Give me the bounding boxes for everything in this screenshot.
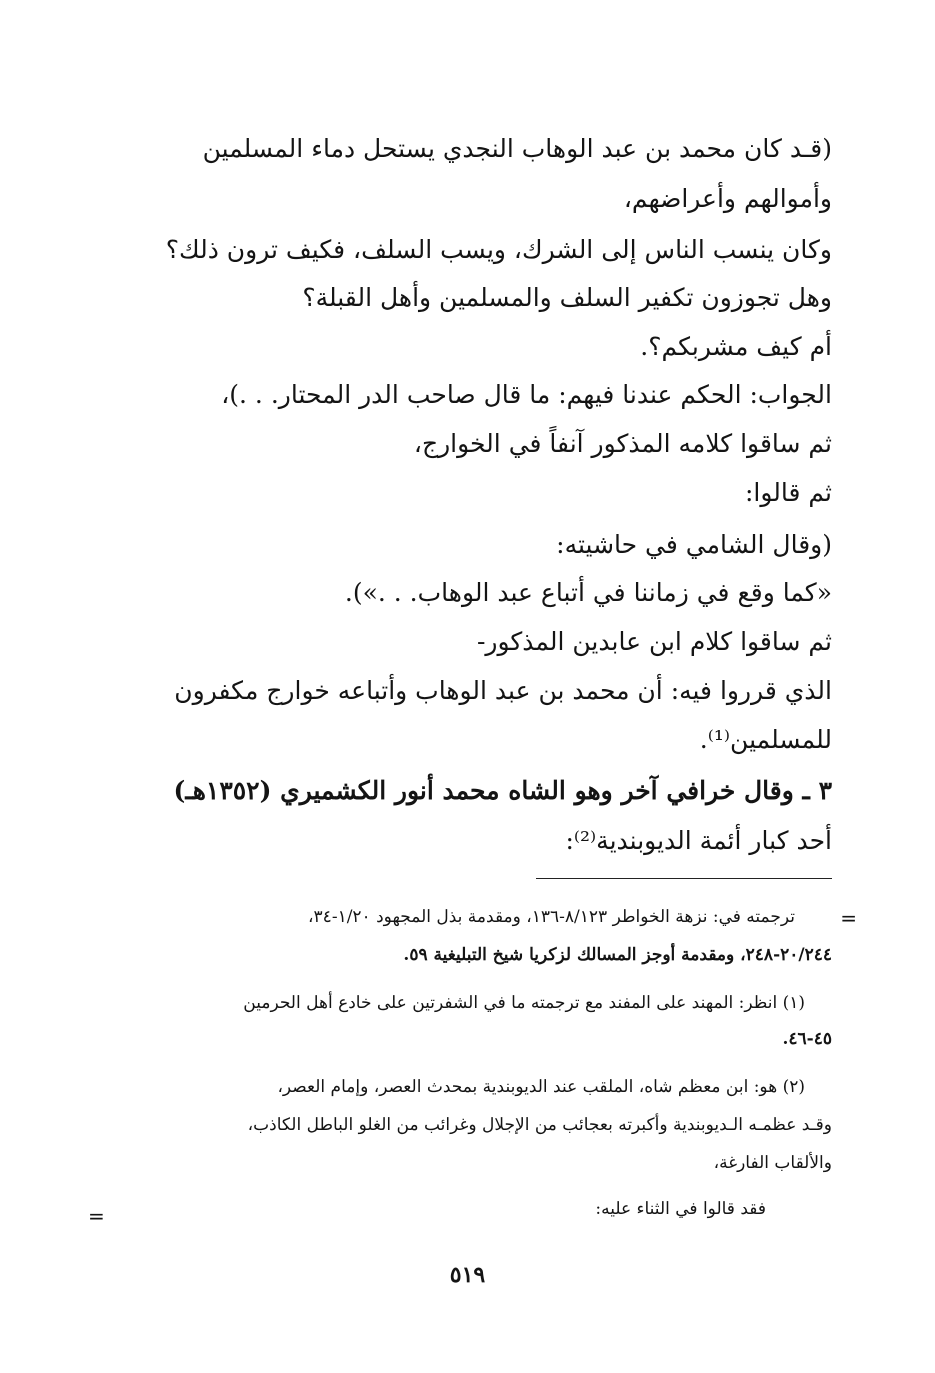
body-line: (وقال الشامي في حاشيته:: [556, 530, 832, 559]
body-line: الجواب: الحكم عندنا فيهم: ما قال صاحب الدر المحتار. . .)،: [221, 380, 832, 409]
footnote-line: ٢٠/٢٤٤-٢٤٨، ومقدمة أوجز المسالك لزكريا شيخ التبليغية ٥٩.: [403, 945, 832, 965]
body-line: ثم ساقوا كلامه المذكور آنفاً في الخوارج،: [413, 429, 832, 458]
body-line: ثم ساقوا كلام ابن عابدين المذكور-: [476, 627, 832, 656]
body-line: وكان ينسب الناس إلى الشرك، ويسب السلف، فكيف ترون ذلك؟: [165, 235, 832, 264]
body-line: للمسلمين⁽¹⁾.: [699, 725, 832, 754]
body-line: ثم قالوا:: [744, 478, 832, 507]
footnote-separator: [536, 878, 832, 879]
body-line: (قـد كان محمد بن عبد الوهاب النجدي يستحل دماء المسلمين: [202, 134, 832, 163]
footnote-line: وقـد عظمـه الـديوبندية وأكبرته بعجائب من الإجلال وغرائب من الغلو الباطل الكاذب،: [247, 1115, 832, 1135]
footnote-line: فقد قالوا في الثناء عليه:: [595, 1199, 766, 1219]
body-line: ٣ ـ وقال خرافي آخر وهو الشاه محمد أنور الكشميري (١٣٥٢هـ): [173, 776, 832, 805]
body-line: وهل تجوزون تكفير السلف والمسلمين وأهل القبلة؟: [302, 283, 832, 312]
body-line: «كما وقع في زماننا في أتباع عبد الوهاب. . .»).: [344, 578, 832, 607]
body-line: أحد كبار أئمة الديوبندية⁽²⁾:: [565, 826, 832, 855]
body-line: أم كيف مشربكم؟.: [640, 332, 832, 361]
footnote-line: (٢) هو: ابن معظم شاه، الملقب عند الديوبندية بمحدث العصر، وإمام العصر،: [277, 1077, 805, 1097]
body-line: الذي قرروا فيه: أن محمد بن عبد الوهاب وأتباعه خوارج مكفرون: [174, 676, 832, 705]
footnote-line: ترجمته في: نزهة الخواطر ٨/١٢٣-١٣٦، ومقدمة بذل المجهود ١/٢٠-٣٤،: [308, 907, 795, 927]
body-line: وأموالهم وأعراضهم،: [623, 184, 832, 213]
footnote-line: والألقاب الفارغة،: [713, 1153, 832, 1173]
footnote-line: (١) انظر: المهند على المفند مع ترجمته ما في الشفرتين على خادع أهل الحرمين: [243, 993, 805, 1013]
footnote-line: ٤٥-٤٦.: [782, 1029, 832, 1049]
continuation-mark: =: [840, 906, 857, 930]
continuation-mark: =: [88, 1204, 105, 1228]
page-number: ٥١٩: [449, 1262, 486, 1288]
